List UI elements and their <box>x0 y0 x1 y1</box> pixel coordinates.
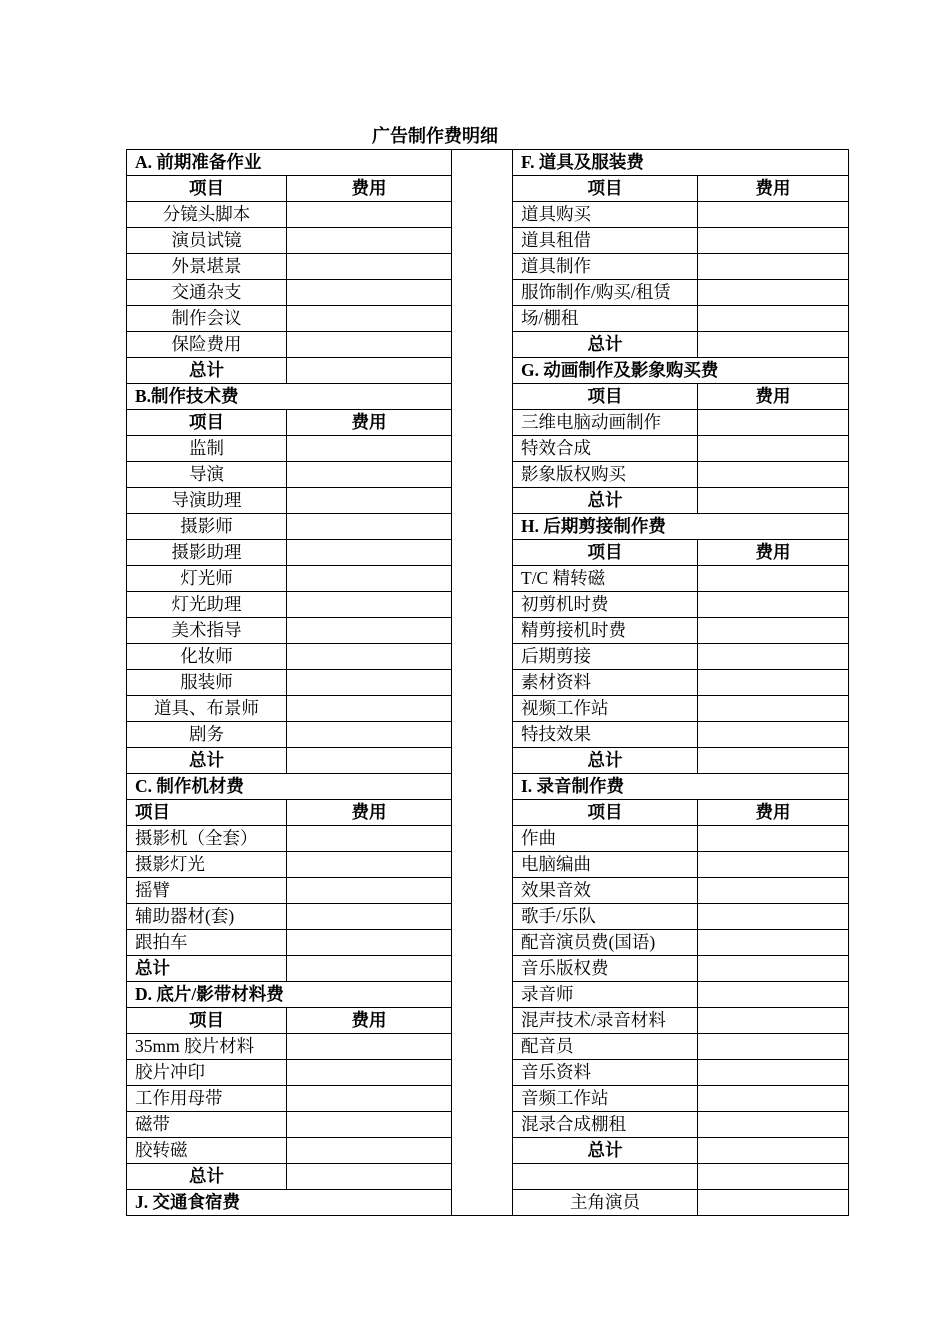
cost-cell[interactable] <box>287 1034 452 1060</box>
item-cell: 道具、布景师 <box>127 696 287 722</box>
item-cell: 作曲 <box>513 826 698 852</box>
cost-cell[interactable] <box>698 852 849 878</box>
item-cell: 导演助理 <box>127 488 287 514</box>
cost-cell[interactable] <box>287 1138 452 1164</box>
total-cost-cell[interactable] <box>287 358 452 384</box>
item-cell: 混声技术/录音材料 <box>513 1008 698 1034</box>
item-cell: 音频工作站 <box>513 1086 698 1112</box>
section-title-f: F. 道具及服装费 <box>513 150 849 176</box>
cost-breakdown-table <box>126 149 849 1216</box>
total-cost-cell[interactable] <box>287 1164 452 1190</box>
cost-cell[interactable] <box>287 306 452 332</box>
cost-cell[interactable] <box>698 462 849 488</box>
item-cell: 化妆师 <box>127 644 287 670</box>
column-divider <box>452 150 513 1216</box>
item-cell: 摇臂 <box>127 878 287 904</box>
item-cell: 特效合成 <box>513 436 698 462</box>
cost-cell[interactable] <box>698 306 849 332</box>
item-cell: 电脑编曲 <box>513 852 698 878</box>
cost-header: 费用 <box>287 1008 452 1034</box>
cost-cell[interactable] <box>698 1060 849 1086</box>
item-cell: 制作会议 <box>127 306 287 332</box>
cost-cell[interactable] <box>698 670 849 696</box>
item-cell: 摄影师 <box>127 514 287 540</box>
section-title-h: H. 后期剪接制作费 <box>513 514 849 540</box>
cost-cell[interactable] <box>287 696 452 722</box>
total-label: 总计 <box>513 1138 698 1164</box>
cost-cell[interactable] <box>287 280 452 306</box>
cost-cell[interactable] <box>287 852 452 878</box>
item-cell: 剧务 <box>127 722 287 748</box>
item-cell: 辅助器材(套) <box>127 904 287 930</box>
empty-cell <box>513 1164 698 1190</box>
item-cell: 初剪机时费 <box>513 592 698 618</box>
cost-cell[interactable] <box>698 696 849 722</box>
total-cost-cell[interactable] <box>698 488 849 514</box>
section-title-j: J. 交通食宿费 <box>127 1190 452 1216</box>
cost-cell[interactable] <box>287 644 452 670</box>
cost-cell[interactable] <box>698 1034 849 1060</box>
cost-header: 费用 <box>287 800 452 826</box>
cost-cell[interactable] <box>698 254 849 280</box>
item-cell: 音乐资料 <box>513 1060 698 1086</box>
cost-cell[interactable] <box>287 332 452 358</box>
item-cell: 外景堪景 <box>127 254 287 280</box>
item-header: 项目 <box>127 1008 287 1034</box>
item-cell: 歌手/乐队 <box>513 904 698 930</box>
cost-cell[interactable] <box>287 514 452 540</box>
cost-cell[interactable] <box>698 436 849 462</box>
item-cell: 特技效果 <box>513 722 698 748</box>
item-cell: 胶片冲印 <box>127 1060 287 1086</box>
total-label: 总计 <box>127 358 287 384</box>
item-cell: 磁带 <box>127 1112 287 1138</box>
item-cell: 分镜头脚本 <box>127 202 287 228</box>
item-cell: 跟拍车 <box>127 930 287 956</box>
cost-cell[interactable] <box>287 618 452 644</box>
cost-cell[interactable] <box>698 592 849 618</box>
cost-cell[interactable] <box>287 592 452 618</box>
page-title: 广告制作费明细 <box>372 126 498 146</box>
item-cell: 主角演员 <box>513 1190 698 1216</box>
item-header: 项目 <box>127 800 287 826</box>
cost-cell[interactable] <box>698 904 849 930</box>
section-title-g: G. 动画制作及影象购买费 <box>513 358 849 384</box>
cost-cell[interactable] <box>698 1086 849 1112</box>
cost-cell[interactable] <box>698 566 849 592</box>
item-cell: 混录合成棚租 <box>513 1112 698 1138</box>
item-cell: 三维电脑动画制作 <box>513 410 698 436</box>
total-label: 总计 <box>127 956 287 982</box>
cost-cell[interactable] <box>287 878 452 904</box>
item-cell: 场/棚租 <box>513 306 698 332</box>
item-header: 项目 <box>513 540 698 566</box>
item-cell: 影象版权购买 <box>513 462 698 488</box>
cost-cell[interactable] <box>698 618 849 644</box>
section-title-b: B.制作技术费 <box>127 384 452 410</box>
total-cost-cell[interactable] <box>287 956 452 982</box>
item-cell: 素材资料 <box>513 670 698 696</box>
cost-cell[interactable] <box>698 1112 849 1138</box>
cost-cell[interactable] <box>698 956 849 982</box>
item-header: 项目 <box>127 176 287 202</box>
section-title-a: A. 前期准备作业 <box>127 150 452 176</box>
cost-cell[interactable] <box>287 826 452 852</box>
item-cell: 摄影灯光 <box>127 852 287 878</box>
item-cell: 道具租借 <box>513 228 698 254</box>
table-row <box>127 150 849 176</box>
item-cell: 后期剪接 <box>513 644 698 670</box>
cost-header: 费用 <box>287 410 452 436</box>
total-cost-cell[interactable] <box>698 748 849 774</box>
total-label: 总计 <box>513 332 698 358</box>
total-cost-cell[interactable] <box>287 748 452 774</box>
cost-cell[interactable] <box>698 280 849 306</box>
cost-cell[interactable] <box>287 436 452 462</box>
item-cell: 配音员 <box>513 1034 698 1060</box>
total-cost-cell[interactable] <box>698 1138 849 1164</box>
total-label: 总计 <box>127 1164 287 1190</box>
cost-cell[interactable] <box>287 228 452 254</box>
cost-cell[interactable] <box>287 1086 452 1112</box>
section-title-i: I. 录音制作费 <box>513 774 849 800</box>
cost-cell[interactable] <box>287 202 452 228</box>
item-cell: 视频工作站 <box>513 696 698 722</box>
item-cell: T/C 精转磁 <box>513 566 698 592</box>
item-cell: 工作用母带 <box>127 1086 287 1112</box>
cost-cell[interactable] <box>287 462 452 488</box>
cost-cell[interactable] <box>287 670 452 696</box>
item-cell: 音乐版权费 <box>513 956 698 982</box>
total-label: 总计 <box>513 488 698 514</box>
item-cell: 灯光师 <box>127 566 287 592</box>
cost-header: 费用 <box>287 176 452 202</box>
item-cell: 演员试镜 <box>127 228 287 254</box>
cost-cell[interactable] <box>698 878 849 904</box>
item-header: 项目 <box>513 176 698 202</box>
cost-cell[interactable] <box>698 722 849 748</box>
section-title-d: D. 底片/影带材料费 <box>127 982 452 1008</box>
total-label: 总计 <box>513 748 698 774</box>
cost-header: 费用 <box>698 384 849 410</box>
cost-cell[interactable] <box>698 826 849 852</box>
item-cell: 道具购买 <box>513 202 698 228</box>
cost-cell[interactable] <box>698 1008 849 1034</box>
cost-cell[interactable] <box>287 488 452 514</box>
cost-cell[interactable] <box>698 228 849 254</box>
cost-cell[interactable] <box>698 644 849 670</box>
item-cell: 灯光助理 <box>127 592 287 618</box>
item-cell: 美术指导 <box>127 618 287 644</box>
item-cell: 服饰制作/购买/租赁 <box>513 280 698 306</box>
cost-cell[interactable] <box>698 202 849 228</box>
item-cell: 效果音效 <box>513 878 698 904</box>
item-cell: 服装师 <box>127 670 287 696</box>
cost-cell[interactable] <box>287 722 452 748</box>
item-header: 项目 <box>513 384 698 410</box>
cost-cell[interactable] <box>287 254 452 280</box>
cost-cell[interactable] <box>698 1190 849 1216</box>
cost-header: 费用 <box>698 176 849 202</box>
cost-cell[interactable] <box>287 904 452 930</box>
item-cell: 摄影助理 <box>127 540 287 566</box>
empty-cell <box>698 1164 849 1190</box>
item-header: 项目 <box>513 800 698 826</box>
cost-cell[interactable] <box>287 566 452 592</box>
cost-cell[interactable] <box>287 1112 452 1138</box>
item-cell: 导演 <box>127 462 287 488</box>
cost-cell[interactable] <box>287 1060 452 1086</box>
item-cell: 道具制作 <box>513 254 698 280</box>
cost-header: 费用 <box>698 800 849 826</box>
cost-header: 费用 <box>698 540 849 566</box>
item-header: 项目 <box>127 410 287 436</box>
section-title-c: C. 制作机材费 <box>127 774 452 800</box>
cost-cell[interactable] <box>698 930 849 956</box>
item-cell: 摄影机（全套） <box>127 826 287 852</box>
item-cell: 监制 <box>127 436 287 462</box>
item-cell: 交通杂支 <box>127 280 287 306</box>
cost-cell[interactable] <box>698 410 849 436</box>
item-cell: 保险费用 <box>127 332 287 358</box>
item-cell: 35mm 胶片材料 <box>127 1034 287 1060</box>
cost-cell[interactable] <box>698 982 849 1008</box>
item-cell: 胶转磁 <box>127 1138 287 1164</box>
item-cell: 精剪接机时费 <box>513 618 698 644</box>
cost-cell[interactable] <box>287 540 452 566</box>
total-label: 总计 <box>127 748 287 774</box>
item-cell: 录音师 <box>513 982 698 1008</box>
item-cell: 配音演员费(国语) <box>513 930 698 956</box>
total-cost-cell[interactable] <box>698 332 849 358</box>
cost-cell[interactable] <box>287 930 452 956</box>
